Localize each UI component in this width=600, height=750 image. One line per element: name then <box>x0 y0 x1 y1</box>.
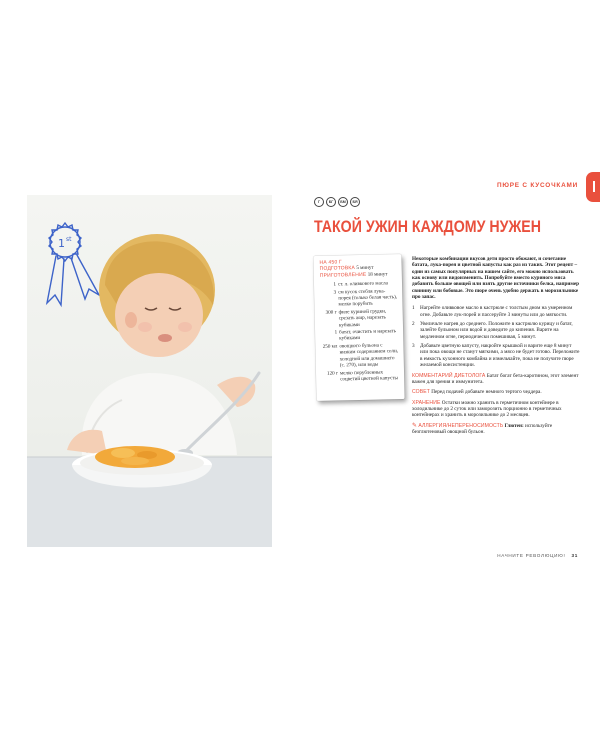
section-tab-marker <box>586 172 600 202</box>
recipe-info-card <box>313 254 404 401</box>
cook-value: 18 минут <box>367 271 388 278</box>
allergy-note: ✎ АЛЛЕРГИЯ/НЕПЕРЕНОСИМОСТЬ Глютен: используйте безглютеновый овощной бульон. <box>412 421 553 435</box>
footer-title: НАЧНИТЕ РЕВОЛЮЦИЮ! <box>497 553 566 558</box>
ingredient-item: 3 см кусок стебля лука-порея (только белая часть), мелко порубить <box>333 288 398 308</box>
ingredient-item: 120 г мелко порубленных соцветий цветной капусты <box>326 368 398 383</box>
running-head: ПЮРЕ С КУСОЧКАМИ <box>496 182 578 189</box>
ingredient-item: 1 ст. л. оливкового масла <box>333 280 388 288</box>
yield-label: НА 450 Г <box>319 259 342 266</box>
nutritionist-note: КОММЕНТАРИЙ ДИЕТОЛОГА Батат богат бета-каротином, этот элемент важен для зрения и иммунитета. <box>412 372 579 385</box>
page-footer <box>300 553 578 558</box>
method-steps <box>412 305 580 368</box>
recipe-intro: Некоторые комбинации вкусов дети просто обожают, и сочетание батата, лука-порея и цветной капусты как раз из таких. Этот рецепт – один из самых популярных на нашем сайте, его можно использовать как основу или видоизменить. Попробуйте вместо куриного мяса добавить больше овощей или взять другие источники белка, например свинину или бобовые. Это пюре очень удобно держать в морозильнике про запас. <box>412 256 580 301</box>
recipe-text-column <box>412 256 580 439</box>
method-step: 1 Нагрейте оливковое масло в кастрюле с толстым дном на умеренном огне. Добавьте лук-порей и пассеруйте 3 минуты или до мягкости. <box>412 305 573 318</box>
diet-icons <box>314 197 360 207</box>
ingredient-list <box>320 280 399 383</box>
allergy-warning-icon: ✎ <box>412 421 418 429</box>
svg-text:st: st <box>66 236 72 243</box>
gluten-free-icon: Г <box>314 197 324 207</box>
ingredient-item: 300 г филе куриной грудки, срезать жир, нарезать кубиками <box>325 308 387 329</box>
toddler-eating-photo <box>27 195 272 547</box>
svg-text:1: 1 <box>58 237 65 250</box>
cook-label: ПРИГОТОВЛЕНИЕ <box>319 271 367 279</box>
cook-row <box>320 271 397 279</box>
dairy-free-icon: БМ <box>338 197 348 207</box>
method-step: 2 Увеличьте нагрев до среднего. Положите в кастрюлю курицу и батат, залейте бульоном или водой и доведите до кипения. Варите на медленном огне, периодически помешивая, 5 минут. <box>412 321 573 340</box>
prep-value: 5 минут <box>356 265 374 272</box>
egg-free-icon: БЯ <box>350 197 360 207</box>
page-number: 31 <box>571 553 578 558</box>
prep-label: ПОДГОТОВКА <box>319 265 356 273</box>
storage-note: ХРАНЕНИЕ Остатки можно хранить в герметичном контейнере в холодильнике до 2 суток или заморозить порционно в герметичных контейнерах и хранить в морозильнике до 2 месяцев. <box>412 399 562 419</box>
recipe-title: ТАКОЙ УЖИН КАЖДОМУ НУЖЕН <box>314 218 541 236</box>
ingredient-item: 250 мл овощного бульона с низким содержанием соли, холодной или домашнего (с. 270), или воды <box>322 342 399 369</box>
method-step: 3 Добавьте цветную капусту, накройте крышкой и варите еще 8 минут или пока овощи не станут мягкими, а мясо не будет готово. Переложите в емкость кухонного комбайна и измельчайте, пока не получите пюре желаемой консистенции. <box>412 343 580 369</box>
chalk-rosette-drawing <box>47 223 99 305</box>
ingredient-item: 1 батат, очистить и нарезать кубиками <box>334 328 396 342</box>
photo-illustration <box>27 195 272 547</box>
gluten-free-alt-icon: БГ <box>326 197 336 207</box>
tip-note: СОВЕТ Перед подачей добавьте немного тертого чеддера. <box>412 389 542 396</box>
